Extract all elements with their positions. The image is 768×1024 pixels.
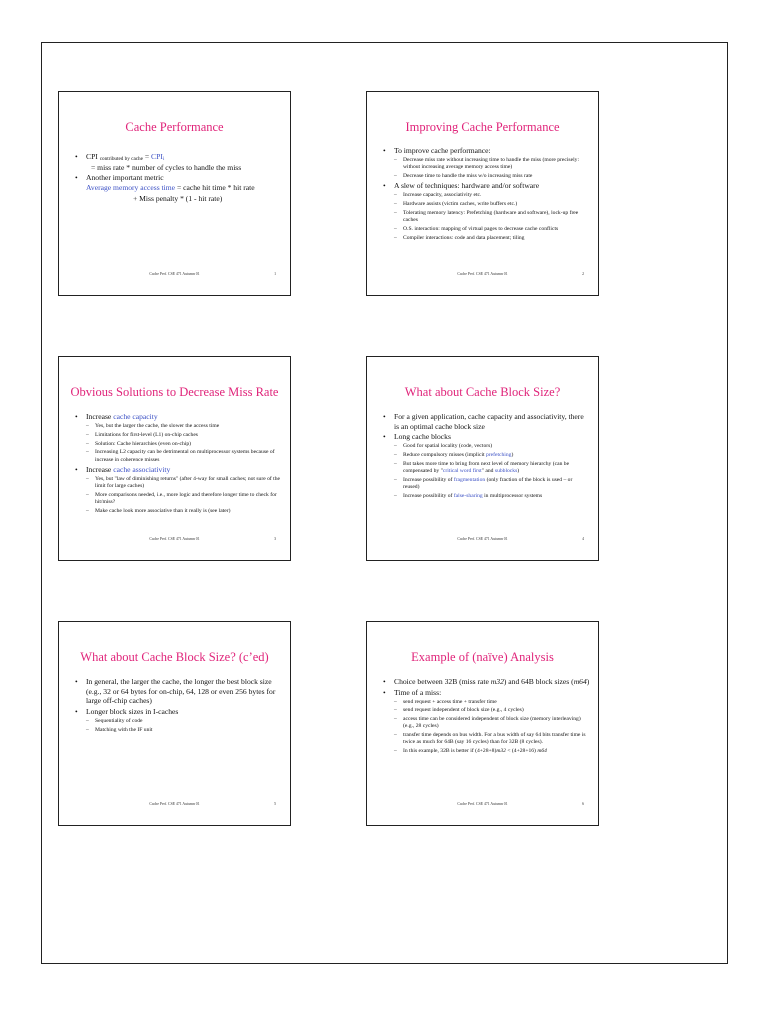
slide-body	[383, 411, 590, 500]
slide-body	[383, 145, 590, 242]
amat-term: Average memory access time	[86, 182, 176, 192]
slide-number: 3	[274, 537, 276, 541]
sub-bullet: – Decrease miss rate without increasing time to handle the miss (more precisely: without increasing average memory access time)	[383, 157, 590, 172]
formula-line	[75, 183, 282, 193]
slide-body	[75, 676, 282, 734]
formula-line: = miss rate * number of cycles to handle the miss	[91, 162, 242, 172]
sub-bullet: – Limitations for first-level (L1) on-chip caches	[75, 432, 282, 439]
footer-text: Cache Perf. CSE 471 Autumn 01	[457, 272, 508, 276]
slide-number: 5	[274, 802, 276, 806]
slide-cache-block-size-continued	[58, 621, 291, 826]
sub-bullet: – Increasing L2 capacity can be detrimental on multiprocessor systems because of increase in coherence misses	[75, 449, 282, 464]
footer-text: Cache Perf. CSE 471 Autumn 01	[457, 537, 508, 541]
slide-title: Obvious Solutions to Decrease Miss Rate	[70, 385, 279, 399]
bullet	[75, 412, 282, 422]
cpi-subscript: contributed by cache	[99, 156, 143, 162]
bullet: • Another important metric	[75, 173, 282, 183]
footer-text: Cache Perf. CSE 471 Autumn 01	[149, 537, 200, 541]
slide-number: 6	[582, 802, 584, 806]
slide-title: What about Cache Block Size? (c’ed)	[80, 650, 269, 664]
bullet: • Long cache blocks	[383, 432, 590, 442]
text: (only fraction of the block is used – or reused)	[403, 476, 573, 491]
text: Increase possibility of	[403, 492, 454, 499]
term-prefetching: prefetching	[485, 451, 512, 458]
sub-bullet: – transfer time depends on bus width. For a bus width of say 64 bits transfer time is twice as much for 64B (say 16 cycles) than for 32B (8 cycles).	[383, 732, 590, 747]
slide-number: 2	[582, 272, 584, 276]
footer-text: Cache Perf. CSE 471 Autumn 01	[457, 802, 508, 806]
slide-body	[383, 676, 590, 755]
sub-bullet: – Yes, but "law of diminishing returns" (after 4-way for small caches; not sure of the limit for large caches)	[75, 476, 282, 491]
term-fragmentation: fragmentation	[453, 476, 486, 483]
text: ) and 64B block sizes (	[503, 677, 574, 686]
sub-bullet: – Hardware assists (victim caches, write buffers etc.)	[383, 201, 590, 208]
sub-bullet: – Matching with the IF unit	[75, 727, 282, 734]
sub-bullet	[383, 493, 590, 500]
text: in multiprocessor systems	[482, 492, 543, 499]
bullet	[75, 152, 282, 163]
bullet	[75, 465, 282, 475]
slide-number: 4	[582, 537, 584, 541]
sub-bullet	[383, 452, 590, 459]
slide-title: What about Cache Block Size?	[404, 385, 561, 399]
cpi-label: CPI	[86, 152, 98, 161]
sub-bullet: – send request independent of block size (e.g., 4 cycles)	[383, 707, 590, 714]
cpi-i-subscript: i	[162, 156, 165, 162]
text: )	[511, 451, 514, 458]
slide-cache-performance	[58, 91, 291, 296]
slide-obvious-solutions	[58, 356, 291, 561]
sub-bullet	[383, 477, 590, 492]
slide-title: Improving Cache Performance	[405, 120, 560, 134]
var-m32: m32	[496, 748, 506, 755]
text: In this example, 32B is better if (4+28+8)	[403, 748, 497, 755]
slide-title: Example of (naïve) Analysis	[411, 650, 554, 664]
text: Reduce compulsory misses (implicit	[403, 451, 486, 458]
slide-number: 1	[274, 272, 276, 276]
bullet-text: Increase	[86, 464, 114, 474]
slide-naive-analysis	[366, 621, 599, 826]
slide-title: Cache Performance	[125, 120, 224, 134]
sub-bullet: – Sequentiality of code	[75, 718, 282, 725]
slide-body	[75, 411, 282, 515]
text: " and	[481, 467, 495, 474]
text: Choice between 32B (miss rate	[394, 677, 491, 686]
bullet: • Time of a miss:	[383, 688, 590, 698]
text: )	[586, 677, 590, 686]
bullet: • Longer block sizes in I-caches	[75, 707, 282, 717]
cpi-i: CPI	[151, 152, 163, 161]
slide-footer	[59, 272, 290, 279]
footer-text: Cache Perf. CSE 471 Autumn 01	[149, 802, 200, 806]
sub-bullet: – Solution: Cache hierarchies (even on-chip)	[75, 441, 282, 448]
var-m64: m64	[537, 748, 547, 755]
text: But takes more time to bring from next level of memory hierarchy (can be compensated by "	[403, 460, 570, 474]
sub-bullet: – Tolerating memory latency: Prefetching (hardware and software), lock-up free caches	[383, 210, 590, 225]
var-m64: m64	[573, 677, 587, 686]
slide-improving-cache-performance	[366, 91, 599, 296]
term-false-sharing: false-sharing	[453, 492, 483, 499]
text: Increase possibility of	[403, 476, 454, 483]
slide-footer	[59, 537, 290, 544]
slide-footer	[367, 272, 598, 279]
term-critical-word-first: critical word first	[442, 467, 482, 474]
formula-line: + Miss penalty * (1 - hit rate)	[133, 194, 223, 204]
bullet: • For a given application, cache capacity and associativity, there is an optimal cache block size	[383, 412, 590, 431]
bullet: • To improve cache performance:	[383, 146, 590, 156]
sub-bullet: – O.S. interaction: mapping of virtual pages to decrease cache conflicts	[383, 226, 590, 233]
bullet: • A slew of techniques: hardware and/or software	[383, 181, 590, 191]
var-m32: m32	[490, 677, 504, 686]
slide-footer	[367, 537, 598, 544]
sub-bullet	[383, 748, 590, 755]
sub-bullet: – Make cache look more associative than it really is (see later)	[75, 508, 282, 515]
equals: =	[142, 152, 152, 161]
slide-body	[75, 151, 282, 204]
sub-bullet: – Compiler interactions: code and data placement; tiling	[383, 235, 590, 242]
sub-bullet: – Increase capacity, associativity etc.	[383, 192, 590, 199]
term-cache-capacity: cache capacity	[113, 412, 158, 421]
amat-rest: = cache hit time * hit rate	[175, 182, 255, 192]
sub-bullet: – Good for spatial locality (code, vectors)	[383, 443, 590, 450]
term-subblocks: subblocks	[494, 467, 518, 474]
sub-bullet: – access time can be considered independent of block size (memory interleaving) (e.g., 28 cycles)	[383, 716, 590, 731]
text: )	[517, 467, 520, 474]
slide-cache-block-size	[366, 356, 599, 561]
bullet	[383, 677, 590, 687]
footer-text: Cache Perf. CSE 471 Autumn 01	[149, 272, 200, 276]
sub-bullet: – send request + access time + transfer time	[383, 699, 590, 706]
sub-bullet: – More comparisons needed, i.e., more logic and therefore longer time to check for hit/miss?	[75, 492, 282, 507]
sub-bullet: – Decrease time to handle the miss w/o increasing miss rate	[383, 173, 590, 180]
text: < (4+28+16)	[505, 748, 538, 755]
bullet: • In general, the larger the cache, the longer the best block size (e.g., 32 or 64 bytes for on-chip, 64, 128 or even 256 bytes for large off-chip caches)	[75, 677, 282, 706]
bullet-text: Increase	[86, 412, 114, 421]
term-cache-associativity: cache associativity	[113, 464, 171, 474]
slide-footer	[59, 802, 290, 809]
sub-bullet	[383, 461, 590, 476]
slide-footer	[367, 802, 598, 809]
sub-bullet: – Yes, but the larger the cache, the slower the access time	[75, 423, 282, 430]
